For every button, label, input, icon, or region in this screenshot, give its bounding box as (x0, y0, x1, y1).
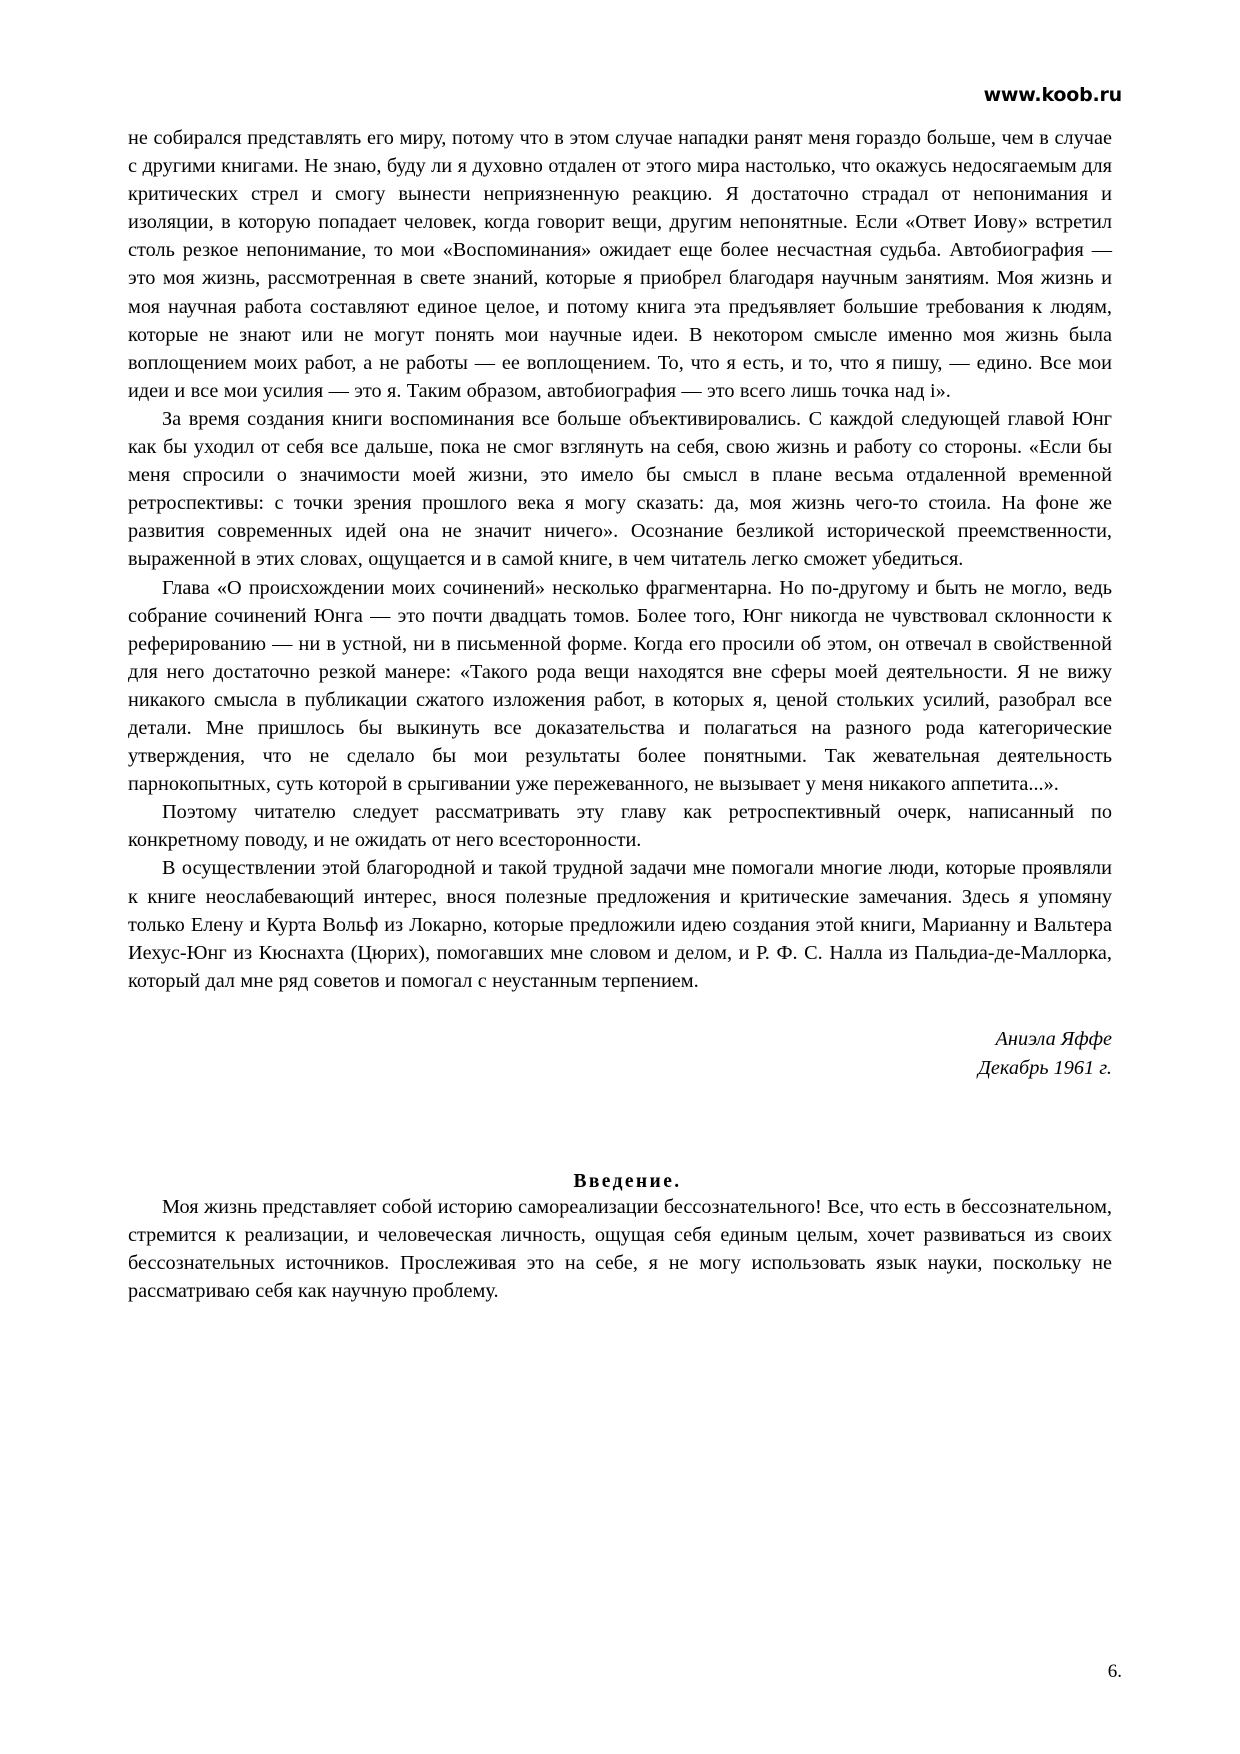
page-number: 6. (1107, 1661, 1122, 1682)
signature-date: Декабрь 1961 г. (977, 1056, 1112, 1079)
site-watermark-header: www.koob.ru (983, 84, 1122, 106)
signature-block (128, 1025, 1112, 1083)
paragraph: За время создания книги воспоминания все больше объективировались. С каждой следующей главой Юнг как бы уходил от себя все дальше, пока не смог взглянуть на себя, свою жизнь и работу со стороны. «Если бы меня спросили о значимости моей жизни, это имело бы смысл в плане весьма отдаленной временной ретроспективы: с точки зрения прошлого века я могу сказать: да, моя жизнь чего-то стоила. На фоне же развития современных идей она не значит ничего». Осознание безликой исторической преемственности, выраженной в этих словах, ощущается и в самой книге, в чем читатель легко сможет убедиться. (128, 407, 1112, 571)
paragraph: Глава «О происхождении моих сочинений» несколько фрагментарна. Но по-другому и быть не могло, ведь собрание сочинений Юнга — это почти двадцать томов. Более того, Юнг никогда не чувствовал склонности к реферированию — ни в устной, ни в письменной форме. Когда его просили об этом, он отвечал в свойственной для него достаточно резкой манере: «Такого рода вещи находятся вне сферы моей деятельности. Я не вижу никакого смысла в публикации сжатого изложения работ, в которых я, ценой стольких усилий, разобрал все детали. Мне пришлось бы выкинуть все доказательства и полагаться на разного рода категорические утверждения, что не сделало бы мои результаты более понятными. Так жевательная деятельность парнокопытных, суть которой в срыгивании уже пережеванного, не вызывает у меня никакого аппетита...». (128, 576, 1112, 796)
section-first-paragraph: Моя жизнь представляет собой историю самореализации бессознательного! Все, что есть в бессознательном, стремится к реализации, и человеческая личность, ощущая себя единым целым, хочет развиваться из своих бессознательных источников. Прослеживая это на себе, я не могу использовать язык науки, поскольку не рассматриваю себя как научную проблему. (128, 1195, 1112, 1303)
paragraph-continued: не собирался представлять его миру, потому что в этом случае нападки ранят меня гораздо больше, чем в случае с другими книгами. Не знаю, буду ли я духовно отдален от этого мира настолько, что окажусь недосягаемым для критических стрел и смогу вынести неприязненную реакцию. Я достаточно страдал от непонимания и изоляции, в которую попадает человек, когда говорит вещи, другим непонятные. Если «Ответ Иову» встретил столь резкое непонимание, то мои «Воспоминания» ожидает еще более несчастная судьба. Автобиография — это моя жизнь, рассмотренная в свете знаний, которые я приобрел благодаря научным занятиям. Моя жизнь и моя научная работа составляют единое целое, и потому книга эта предъявляет большие требования к людям, которые не знают или не могут понять мои научные идеи. В некотором смысле именно моя жизнь была воплощением моих работ, а не работы — ее воплощением. То, что я есть, и то, что я пишу, — едино. Все мои идеи и все мои усилия — это я. Таким образом, автобиография — это всего лишь точка над i». (128, 127, 1112, 402)
signature-author: Аниэла Яффе (995, 1027, 1112, 1050)
text-column (128, 124, 1112, 1305)
section-heading: Введение. (573, 1170, 682, 1192)
paragraph: Поэтому читателю следует рассматривать эту главу как ретроспективный очерк, написанный по конкретному поводу, и не ожидать от него всесторонности. (128, 801, 1112, 852)
paragraph: В осуществлении этой благородной и такой трудной задачи мне помогали многие люди, которые проявляли к книге неослабевающий интерес, внося полезные предложения и критические замечания. Здесь я упомяну только Елену и Курта Вольф из Локарно, которые предложили идею создания этой книги, Марианну и Вальтера Иехус-Юнг из Кюснахта (Цюрих), помогавших мне словом и делом, и Р. Ф. С. Налла из Пальдиа-де-Маллорка, который дал мне ряд советов и помогал с неустанным терпением. (128, 857, 1112, 992)
